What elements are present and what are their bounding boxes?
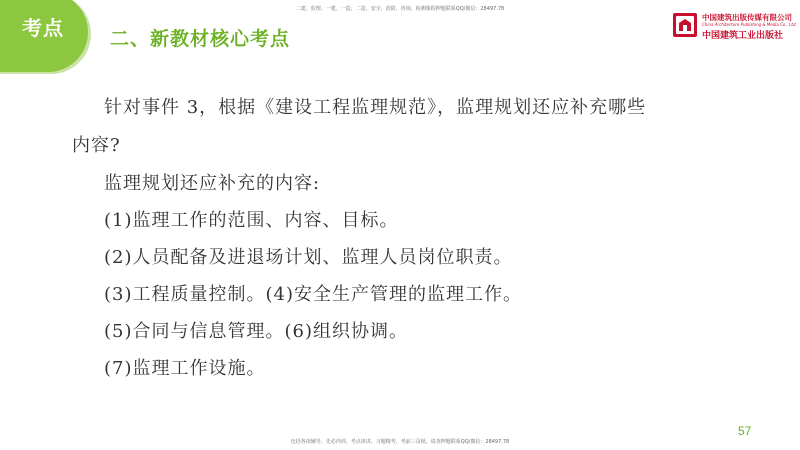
answer-intro: 监理规划还应补充的内容: (104, 173, 321, 194)
bottom-note: 包括各项辅导、先必内训、考点串讲、习题精考、考前三页纸、请查押题联系QQ/微信：28497.78 (290, 439, 510, 445)
section-title: 二、新教材核心考点 (110, 28, 291, 50)
publisher-name-en: China Architecture Publishing & Media Co., Ltd. (702, 22, 797, 27)
badge-label: 考点 (22, 16, 64, 40)
top-note: 二建、监理、一建、一造、二造、安全、消防、咨询、检测课程押题联系QQ/微信：28497.78 (295, 6, 505, 12)
answer-item-5: (7)监理工作设施。 (104, 358, 266, 379)
answer-item-1: (1)监理工作的范围、内容、目标。 (104, 210, 399, 231)
page-number: 57 (738, 424, 752, 438)
answer-item-2: (2)人员配备及进退场计划、监理人员岗位职责。 (104, 247, 513, 268)
question-line-1: 针对事件 3，根据《建设工程监理规范》，监理规划还应补充哪些 (104, 97, 647, 118)
publisher-name-cn2: 中国建筑工业出版社 (702, 31, 784, 41)
answer-item-3: (3)工程质量控制。(4)安全生产管理的监理工作。 (104, 284, 522, 305)
answer-item-4: (5)合同与信息管理。(6)组织协调。 (104, 321, 408, 342)
publisher-name-cn: 中国建筑出版传媒有限公司 (702, 13, 792, 22)
question-line-2: 内容? (72, 135, 121, 156)
